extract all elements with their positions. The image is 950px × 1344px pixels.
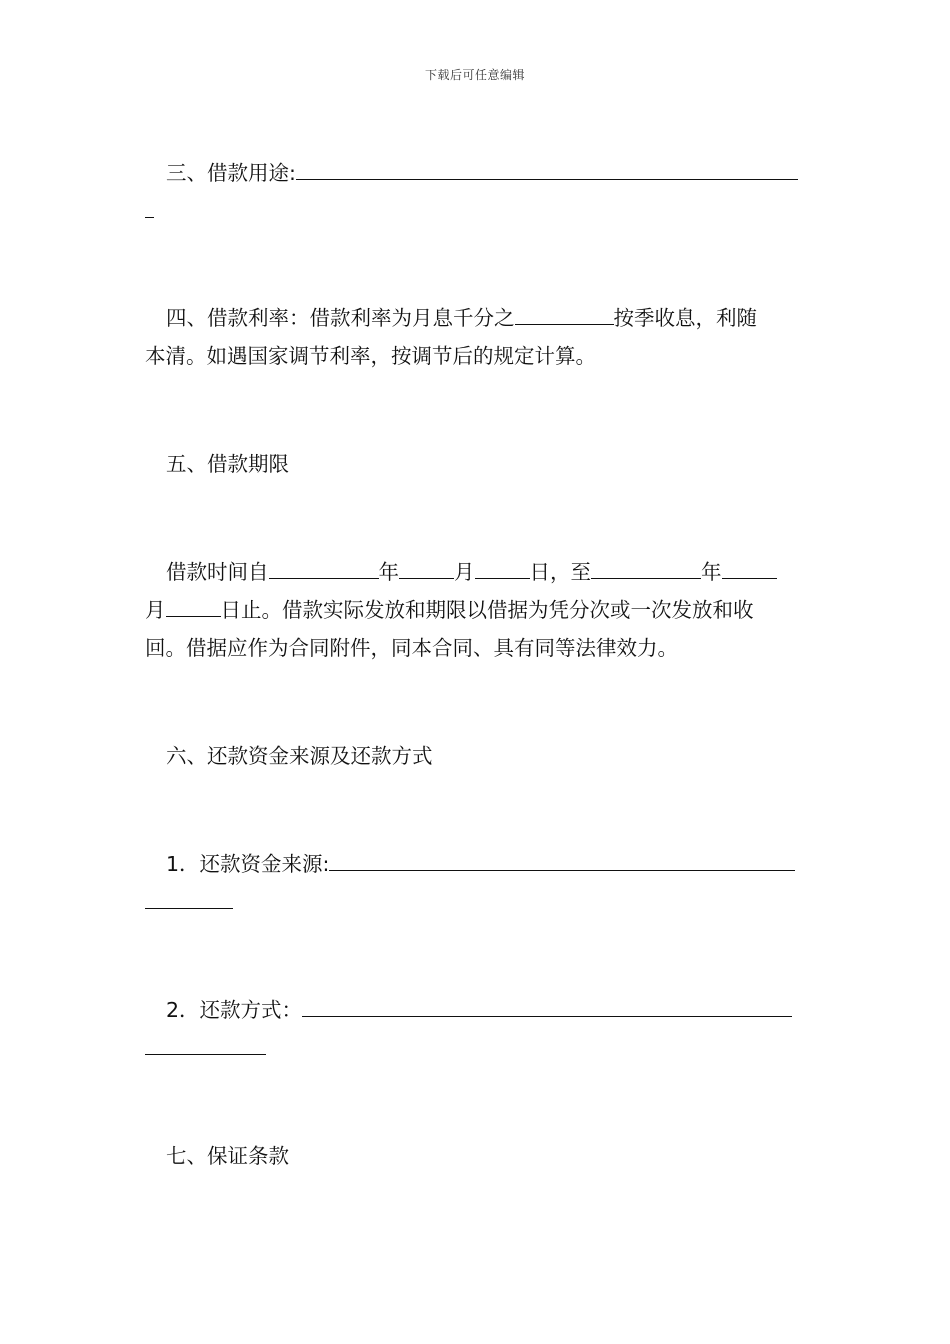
clause-4-line-2: 本清。如遇国家调节利率，按调节后的规定计算。 — [145, 344, 596, 368]
start-day-unit: 日，至 — [529, 560, 591, 584]
end-month-blank[interactable] — [722, 577, 777, 579]
clause-3-overflow-line — [145, 192, 810, 230]
interest-rate-blank[interactable] — [515, 323, 614, 325]
repayment-source-blank-continued[interactable] — [145, 907, 233, 909]
clause-5-line-1 — [145, 553, 831, 591]
repayment-source-line — [145, 845, 831, 883]
clause-3-label: 三、借款用途: — [166, 161, 296, 185]
loan-purpose-blank[interactable] — [296, 178, 798, 180]
page-header: 下载后可任意编辑 — [424, 68, 525, 82]
clause-7-title: 七、保证条款 — [166, 1144, 289, 1168]
clause-5-line-2 — [145, 591, 810, 629]
clause-6-title: 六、还款资金来源及还款方式 — [166, 744, 433, 768]
repayment-method-label: 2．还款方式： — [166, 998, 303, 1022]
clause-4-line-1 — [145, 299, 831, 337]
repayment-method-overflow-line — [145, 1029, 810, 1067]
repayment-method-blank[interactable] — [302, 1015, 792, 1017]
repayment-source-blank[interactable] — [329, 869, 795, 871]
clause-3-line — [145, 154, 831, 192]
repayment-method-blank-continued[interactable] — [145, 1053, 266, 1055]
start-year-blank[interactable] — [269, 577, 379, 579]
end-day-blank[interactable] — [166, 615, 221, 617]
end-month-unit: 月 — [145, 598, 166, 622]
repayment-source-label: 1．还款资金来源: — [166, 852, 330, 876]
clause-5-line-2-text: 日止。借款实际发放和期限以借据为凭分次或一次发放和收 — [220, 598, 754, 622]
repayment-method-line — [145, 991, 831, 1029]
term-start-label: 借款时间自 — [166, 560, 269, 584]
start-year-unit: 年 — [378, 560, 399, 584]
clause-4-suffix: 按季收息，利随 — [613, 306, 757, 330]
end-year-unit: 年 — [701, 560, 722, 584]
start-month-blank[interactable] — [399, 577, 454, 579]
end-year-blank[interactable] — [591, 577, 701, 579]
repayment-source-overflow-line — [145, 883, 810, 921]
start-month-unit: 月 — [454, 560, 475, 584]
start-day-blank[interactable] — [475, 577, 530, 579]
clause-5-title: 五、借款期限 — [166, 452, 289, 476]
loan-purpose-blank-continued[interactable] — [145, 216, 154, 218]
clause-4-prefix: 四、借款利率：借款利率为月息千分之 — [166, 306, 515, 330]
clause-5-line-3: 回。借据应作为合同附件，同本合同、具有同等法律效力。 — [145, 636, 678, 660]
